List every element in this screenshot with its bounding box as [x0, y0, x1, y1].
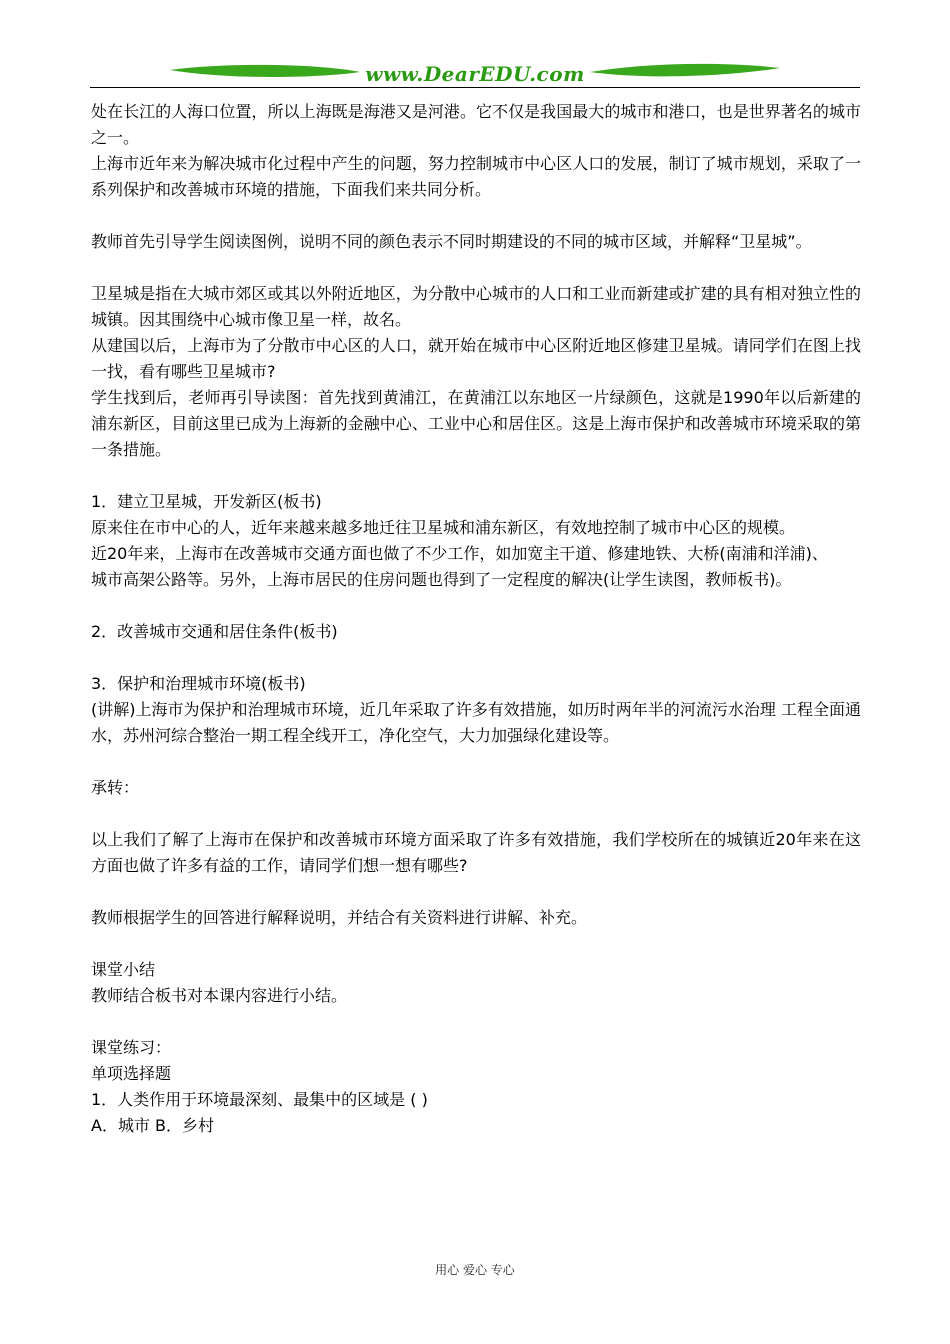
paragraph: 教师首先引导学生阅读图例，说明不同的颜色表示不同时期建设的不同的城市区域，并解释“卫星城”。	[91, 232, 812, 251]
paragraph: 教师结合板书对本课内容进行小结。	[91, 986, 348, 1005]
paragraph: 从建国以后，上海市为了分散市中心区的人口，就开始在城市中心区附近地区修建卫星城。请同学们在图上找一找，看有哪些卫星城市?	[91, 336, 861, 381]
paragraph: 学生找到后，老师再引导读图：首先找到黄浦江，在黄浦江以东地区一片绿颜色，这就是1990年以后新建的浦东新区，目前这里已成为上海新的金融中心、工业中心和居住区。这是上海市保护和改善城市环境采取的第一条措施。	[91, 388, 861, 459]
section-heading: 课堂练习：	[91, 1038, 172, 1057]
question: 1．人类作用于环境最深刻、最集中的区域是 ( )	[91, 1090, 428, 1109]
site-url: www.DearEDU.com	[365, 62, 585, 86]
paragraph: (讲解)上海市为保护和治理城市环境，近几年采取了许多有效措施，如历时两年半的河流污水治理 工程全面通水，苏州河综合整治一期工程全线开工，净化空气，大力加强绿化建设等。	[91, 700, 861, 745]
paragraph: 承转：	[91, 778, 140, 797]
paragraph: 以上我们了解了上海市在保护和改善城市环境方面采取了许多有效措施，我们学校所在的城镇近20年来在这方面也做了许多有益的工作，请同学们想一想有哪些?	[91, 830, 861, 875]
section-heading: 3．保护和治理城市环境(板书)	[91, 674, 306, 693]
paragraph: 原来住在市中心的人，近年来越来越多地迁往卫星城和浦东新区，有效地控制了城市中心区的规模。	[91, 518, 796, 537]
page-header	[90, 58, 860, 90]
paragraph: 近20年来，上海市在改善城市交通方面也做了不少工作，如加宽主干道、修建地铁、大桥(南浦和洋浦)、	[91, 544, 828, 563]
paragraph: 上海市近年来为解决城市化过程中产生的问题，努力控制城市中心区人口的发展，制订了城市规划，采取了一系列保护和改善城市环境的措施，下面我们来共同分析。	[91, 154, 861, 199]
section-heading: 课堂小结	[91, 960, 156, 979]
paragraph: 处在长江的人海口位置，所以上海既是海港又是河港。它不仅是我国最大的城市和港口，也是世界著名的城市之一。	[91, 102, 861, 147]
document-body	[91, 99, 861, 1139]
paragraph: 卫星城是指在大城市郊区或其以外附近地区，为分散中心城市的人口和工业而新建或扩建的具有相对独立性的城镇。因其围绕中心城市像卫星一样，故名。	[91, 284, 861, 329]
answer-options: A．城市 B．乡村	[91, 1116, 215, 1135]
page-footer: 用心 爱心 专心	[435, 1263, 515, 1277]
header-divider	[90, 87, 860, 88]
paragraph: 教师根据学生的回答进行解释说明，并结合有关资料进行讲解、补充。	[91, 908, 588, 927]
paragraph: 单项选择题	[91, 1064, 172, 1083]
section-heading: 1．建立卫星城，开发新区(板书)	[91, 492, 322, 511]
paragraph: 城市高架公路等。另外，上海市居民的住房问题也得到了一定程度的解决(让学生读图，教师板书)。	[91, 570, 792, 589]
section-heading: 2．改善城市交通和居住条件(板书)	[91, 622, 338, 641]
